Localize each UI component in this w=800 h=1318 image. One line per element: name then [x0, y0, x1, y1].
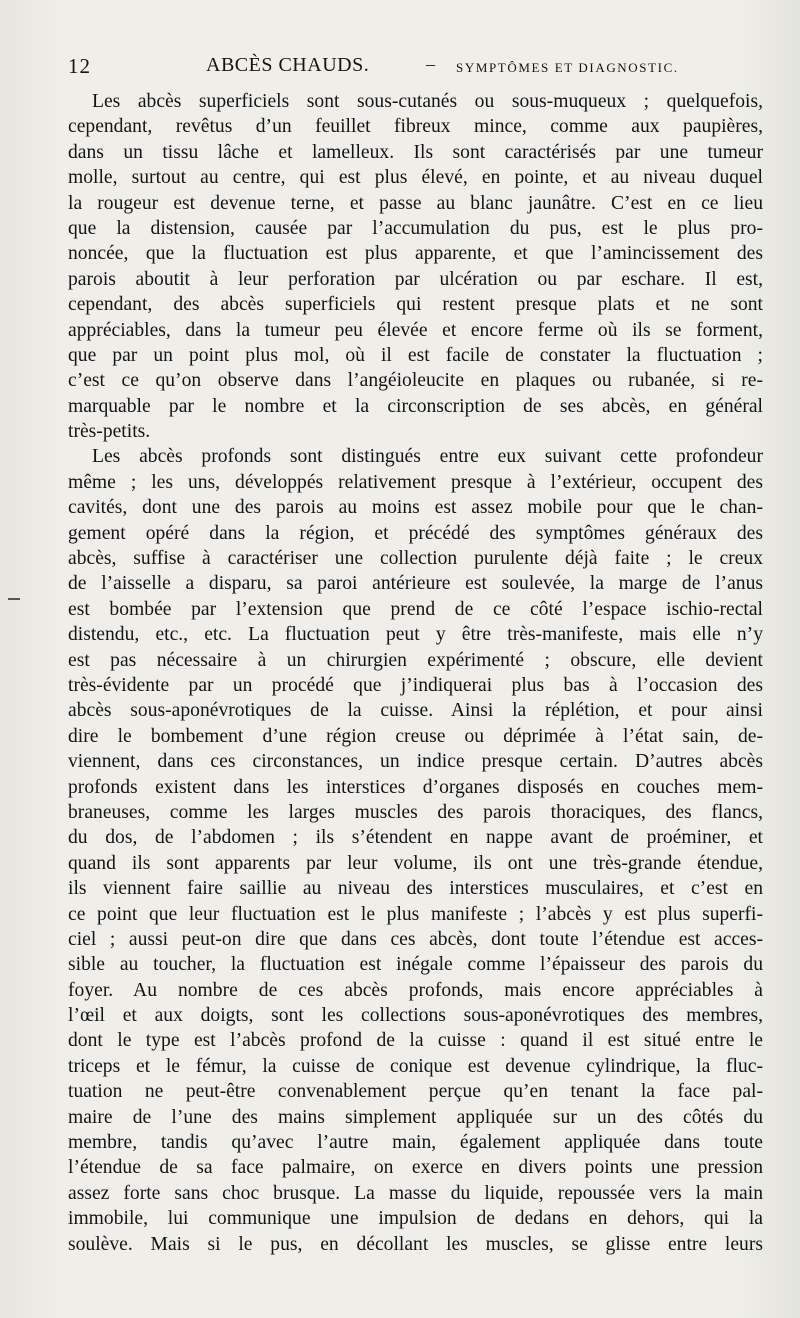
text-line: dire le bombement d’une région creuse ou déprimée à l’état sain, de-: [68, 725, 763, 747]
text-line: gement opéré dans la région, et précédé des symptômes généraux des: [68, 522, 763, 544]
text-line: distendu, etc., etc. La fluctuation peut y être très-manifeste, mais elle n’y: [68, 624, 763, 646]
text-line: dont le type est l’abcès profond de la cuisse : quand il est situé entre le: [68, 1030, 763, 1052]
text-line: c’est ce qu’on observe dans l’angéioleucite en plaques ou rubanée, si re-: [68, 370, 763, 392]
text-line: très-petits.: [68, 421, 151, 443]
margin-mark: [8, 598, 20, 600]
text-line: noncée, que la fluctuation est plus apparente, et que l’amincissement des: [68, 243, 763, 265]
paragraph-superficial-abscesses: [68, 89, 763, 444]
text-line: de l’aisselle a disparu, sa paroi antérieure est soulevée, la marge de l’anus: [68, 573, 763, 595]
running-title: ABCÈS CHAUDS.: [206, 54, 370, 76]
text-line: maire de l’une des mains simplement appliquée sur un des côtés du: [68, 1106, 763, 1128]
text-line: dans un tissu lâche et lamelleux. Ils sont caractérisés par une tumeur: [68, 141, 763, 163]
text-line: parois aboutit à leur perforation par ulcération ou par eschare. Il est,: [68, 268, 763, 290]
paragraph-deep-abscesses: [68, 444, 763, 1257]
text-line: soulève. Mais si le pus, en décollant les muscles, se glisse entre leurs: [68, 1233, 763, 1255]
text-line: ils viennent faire saillie au niveau des interstices musculaires, et c’est en: [68, 878, 763, 900]
text-line: tuation ne peut-être convenablement perçue qu’en tenant la face pal-: [68, 1081, 763, 1103]
text-line: cependant, des abcès superficiels qui restent presque plats et ne sont: [68, 294, 763, 316]
text-line: que la distension, causée par l’accumulation du pus, est le plus pro-: [68, 217, 763, 239]
text-line: triceps et le fémur, la cuisse de conique est devenue cylindrique, la fluc-: [68, 1055, 763, 1077]
text-line: très-évidente par un procédé que j’indiquerai plus bas à l’occasion des: [68, 674, 763, 696]
body-text: [68, 89, 763, 1257]
text-line: cependant, revêtus d’un feuillet fibreux mince, comme aux paupières,: [68, 116, 763, 138]
text-line: viennent, dans ces circonstances, un indice presque certain. D’autres abcès: [68, 751, 763, 773]
text-line: même ; les uns, développés relativement presque à l’extérieur, occupent des: [68, 471, 763, 493]
text-line: du dos, de l’abdomen ; ils s’étendent en nappe avant de proéminer, et: [68, 827, 763, 849]
text-line: la rougeur est devenue terne, et passe au blanc jaunâtre. C’est en ce lieu: [68, 192, 763, 214]
text-line: est bombée par l’extension que prend de ce côté l’espace ischio-rectal: [68, 598, 763, 620]
page-number: 12: [68, 54, 91, 78]
text-line: sible au toucher, la fluctuation est inégale comme l’épaisseur des parois du: [68, 954, 763, 976]
text-line: profonds existent dans les interstices d’organes disposés en couches mem-: [68, 776, 763, 798]
text-line: quand ils sont apparents par leur volume, ils ont une très-grande étendue,: [68, 852, 763, 874]
text-line: appréciables, dans la tumeur peu élevée et encore ferme où ils se forment,: [68, 319, 763, 341]
text-line: membre, tandis qu’avec l’autre main, également appliquée dans toute: [68, 1132, 763, 1154]
text-line: l’étendue de sa face palmaire, on exerce en divers points une pression: [68, 1157, 763, 1179]
text-line: Les abcès profonds sont distingués entre eux suivant cette profondeur: [92, 446, 763, 468]
running-head: [68, 52, 783, 82]
text-line: foyer. Au nombre de ces abcès profonds, mais encore appréciables à: [68, 979, 763, 1001]
text-line: Les abcès superficiels sont sous-cutanés ou sous-muqueux ; quelquefois,: [92, 91, 763, 112]
text-line: ce point que leur fluctuation est le plus manifeste ; l’abcès y est plus superfi-: [68, 903, 763, 925]
running-head-dash: –: [426, 54, 435, 74]
text-line: braneuses, comme les larges muscles des parois thoraciques, des flancs,: [68, 801, 763, 823]
text-line: immobile, lui communique une impulsion de dedans en dehors, qui la: [68, 1208, 763, 1230]
text-line: ciel ; aussi peut-on dire que dans ces abcès, dont toute l’étendue est acces-: [68, 928, 763, 950]
text-line: est pas nécessaire à un chirurgien expérimenté ; obscure, elle devient: [68, 649, 763, 671]
text-line: abcès, suffise à caractériser une collection purulente déjà faite ; le creux: [68, 548, 763, 570]
text-line: que par un point plus mol, où il est facile de constater la fluctuation ;: [68, 344, 763, 366]
running-section: SYMPTÔMES ET DIAGNOSTIC.: [456, 60, 679, 75]
text-line: cavités, dont une des parois au moins est assez mobile pour que le chan-: [68, 497, 763, 519]
text-line: l’œil et aux doigts, sont les collections sous-aponévrotiques des membres,: [68, 1005, 763, 1027]
text-line: marquable par le nombre et la circonscription de ses abcès, en général: [68, 395, 763, 417]
text-line: molle, surtout au centre, qui est plus élevé, en pointe, et au niveau duquel: [68, 167, 763, 189]
text-line: assez forte sans choc brusque. La masse du liquide, repoussée vers la main: [68, 1182, 763, 1204]
text-line: abcès sous-aponévrotiques de la cuisse. Ainsi la réplétion, et pour ainsi: [68, 700, 763, 722]
